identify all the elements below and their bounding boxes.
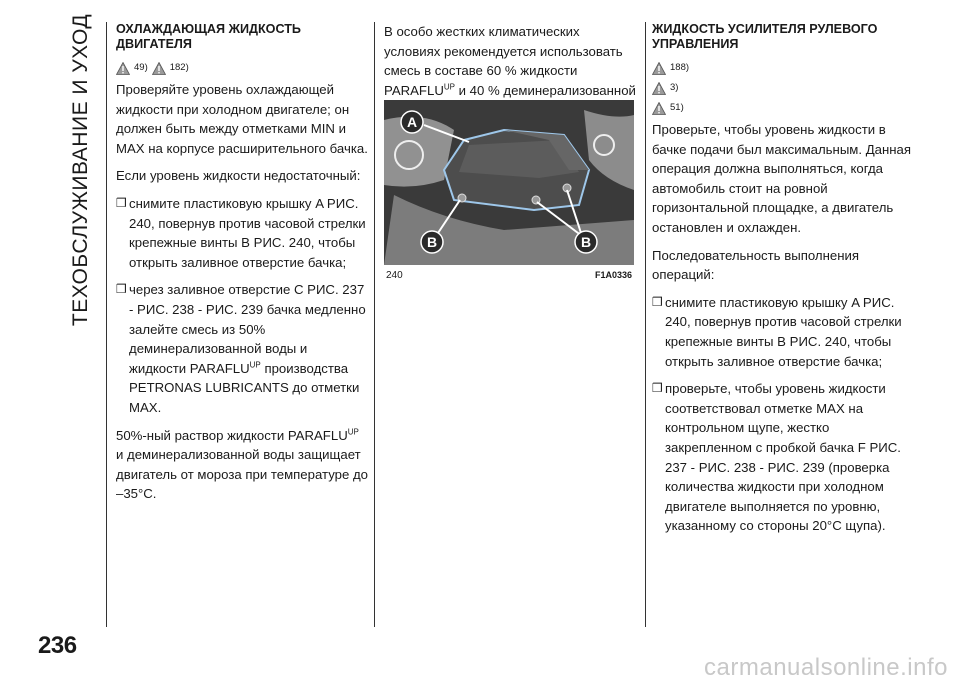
warning-icon — [116, 62, 130, 75]
paragraph: Если уровень жидкости недостаточный: — [116, 168, 361, 184]
column-divider — [645, 22, 646, 627]
engine-illustration — [384, 100, 634, 265]
warning-icon — [652, 62, 666, 75]
warning-ref: 188) — [670, 62, 690, 74]
column-3 — [652, 22, 914, 544]
column-divider — [106, 22, 107, 627]
figure-caption — [384, 270, 634, 284]
bullet-icon: ❒ — [652, 381, 663, 396]
figure-number: 240 — [386, 270, 403, 281]
warning-icon — [152, 62, 166, 75]
warning-ref: 3) — [670, 82, 679, 94]
warning-icon — [652, 102, 666, 115]
section-title-text: ТЕХОБСЛУЖИВАНИЕ И УХОД — [69, 13, 92, 327]
list-item — [116, 280, 368, 417]
watermark: carmanualsonline.info — [704, 654, 948, 681]
bullet-icon: ❒ — [116, 282, 127, 297]
superscript: UP — [249, 360, 261, 370]
warning-ref-row — [652, 80, 914, 96]
warning-refs — [116, 60, 368, 76]
paragraph: Проверьте, чтобы уровень жидкости в бачке подачи был максимальным. Данная операция должна выполняться, когда автомобиль стоит на ровной горизонтальной площадке, а двигатель остановлен и охлажден. — [652, 122, 912, 235]
callout-b: B — [426, 234, 438, 250]
callout-b: B — [580, 234, 592, 250]
list-item-text: проверьте, чтобы уровень жидкости соответствовал отметке MAX на контрольном щупе, жестко закрепленном с пробкой бачка F РИС. 237 - РИС. 238 - РИС. 239 (проверка количества жидкости при холодном двигателе выполняется по уровню, указанному со стороны 20°C щупа). — [665, 381, 901, 534]
callout-a: A — [406, 114, 418, 130]
bullet-icon: ❒ — [116, 195, 127, 210]
text-run: и деминерализованной воды защищает двигатель от мороза при температуре до –35°C. — [116, 447, 369, 502]
text-run: В особо жестких климатических условиях рекомендуется использовать смесь в составе 60 % жидкости PARAFLU — [384, 24, 623, 98]
steering-fluid-heading: ЖИДКОСТЬ УСИЛИТЕЛЯ РУЛЕВОГО УПРАВЛЕНИЯ — [652, 22, 878, 51]
list-item — [116, 194, 368, 272]
paragraph: Последовательность выполнения операций: — [652, 247, 859, 283]
warning-ref: 182) — [169, 62, 189, 74]
text-run: 50%-ный раствор жидкости PARAFLU — [116, 427, 348, 443]
paragraph — [116, 426, 368, 504]
figure-code: F1A0336 — [594, 270, 632, 280]
list-item-text — [129, 280, 368, 417]
superscript: UP — [347, 427, 359, 437]
page-number: 236 — [38, 632, 77, 659]
list-item — [652, 379, 914, 536]
list-item-text: снимите пластиковую крышку A РИС. 240, повернув против часовой стрелки крепежные винты B РИС. 240, чтобы открыть заливное отверстие бачка; — [665, 294, 902, 369]
engine-cover-figure — [384, 100, 634, 265]
warning-ref-row — [652, 60, 914, 76]
coolant-heading: ОХЛАЖДАЮЩАЯ ЖИДКОСТЬ ДВИГАТЕЛЯ — [116, 22, 301, 51]
warning-ref: 49) — [134, 62, 148, 74]
warning-icon — [652, 82, 666, 95]
section-title — [63, 13, 99, 327]
warning-ref-row — [652, 100, 914, 116]
text-run: через заливное отверстие C РИС. 237 - РИС. 238 - РИС. 239 бачка медленно залейте смесь из 50% деминерализованной воды и жидкости PARAFLU — [129, 282, 366, 376]
list-item-text: снимите пластиковую крышку A РИС. 240, повернув против часовой стрелки крепежные винты B РИС. 240, чтобы открыть заливное отверстие бачка; — [129, 195, 366, 270]
list-item — [652, 293, 914, 371]
bullet-icon: ❒ — [652, 294, 663, 309]
text-run: производства PETRONAS LUBRICANTS до отметки MAX. — [129, 360, 360, 415]
paragraph: Проверяйте уровень охлаждающей жидкости при холодном двигателе; он должен быть между отметками MIN и MAX на корпусе расширительного бачка. — [116, 82, 368, 156]
column-divider — [374, 22, 375, 627]
column-1 — [116, 22, 368, 512]
warning-ref: 51) — [670, 102, 684, 114]
superscript: UP — [443, 82, 455, 92]
text-run: и 40 % деминерализованной — [458, 82, 636, 98]
